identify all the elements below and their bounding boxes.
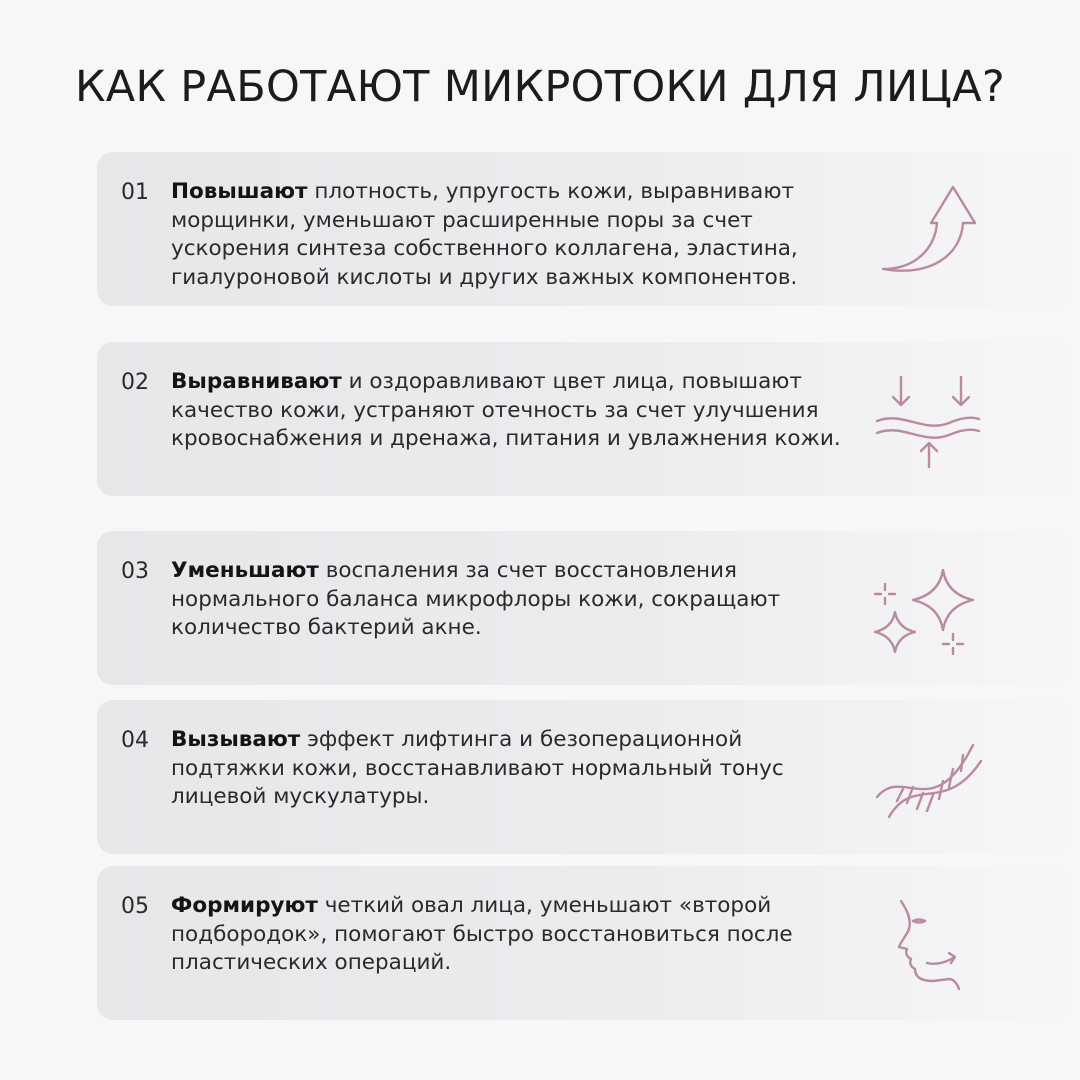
sparkles-icon — [873, 556, 983, 660]
benefit-description: плотность, упругость кожи, выравнивают морщинки, уменьшают расширенные поры за счет ускорения синтеза собственного коллагена, эластина, гиалуроновой кислоты и других важных компонентов. — [171, 179, 798, 290]
benefit-keyword: Выравнивают — [171, 369, 342, 394]
benefit-keyword: Вызывают — [171, 727, 301, 752]
benefit-text — [171, 557, 851, 643]
benefit-description: воспаления за счет восстановления нормального баланса микрофлоры кожи, сокращают количество бактерий акне. — [171, 558, 781, 640]
benefit-text — [171, 178, 851, 292]
benefit-text — [171, 368, 851, 454]
benefit-card-3 — [97, 531, 1080, 685]
page-title: КАК РАБОТАЮТ МИКРОТОКИ ДЛЯ ЛИЦА? — [74, 62, 1006, 112]
skin-layers-arrows-icon — [873, 367, 983, 471]
benefit-description: эффект лифтинга и безоперационной подтяжки кожи, восстанавливают нормальный тонус лицевой мускулатуры. — [171, 727, 784, 809]
benefit-keyword: Формируют — [171, 893, 318, 918]
benefit-number: 04 — [121, 728, 149, 753]
face-profile-icon — [873, 891, 983, 995]
benefit-card-1 — [97, 152, 1080, 306]
benefit-number: 02 — [121, 370, 149, 395]
benefit-description: и оздоравливают цвет лица, повышают качество кожи, устраняют отечность за счет улучшения кровоснабжения и дренажа, питания и увлажнения кожи. — [171, 369, 841, 451]
dna-icon — [873, 725, 983, 829]
benefit-number: 05 — [121, 894, 149, 919]
benefit-keyword: Повышают — [171, 179, 308, 204]
benefit-description: четкий овал лица, уменьшают «второй подбородок», помогают быстро восстановиться после пластических операций. — [171, 893, 793, 975]
benefit-text — [171, 892, 851, 978]
benefit-text — [171, 726, 851, 812]
benefit-card-2 — [97, 342, 1080, 496]
benefit-card-4 — [97, 700, 1080, 854]
benefit-number: 01 — [121, 180, 149, 205]
curved-arrow-up-icon — [873, 177, 983, 281]
benefit-keyword: Уменьшают — [171, 558, 319, 583]
benefit-card-5 — [97, 866, 1080, 1020]
benefit-number: 03 — [121, 559, 149, 584]
